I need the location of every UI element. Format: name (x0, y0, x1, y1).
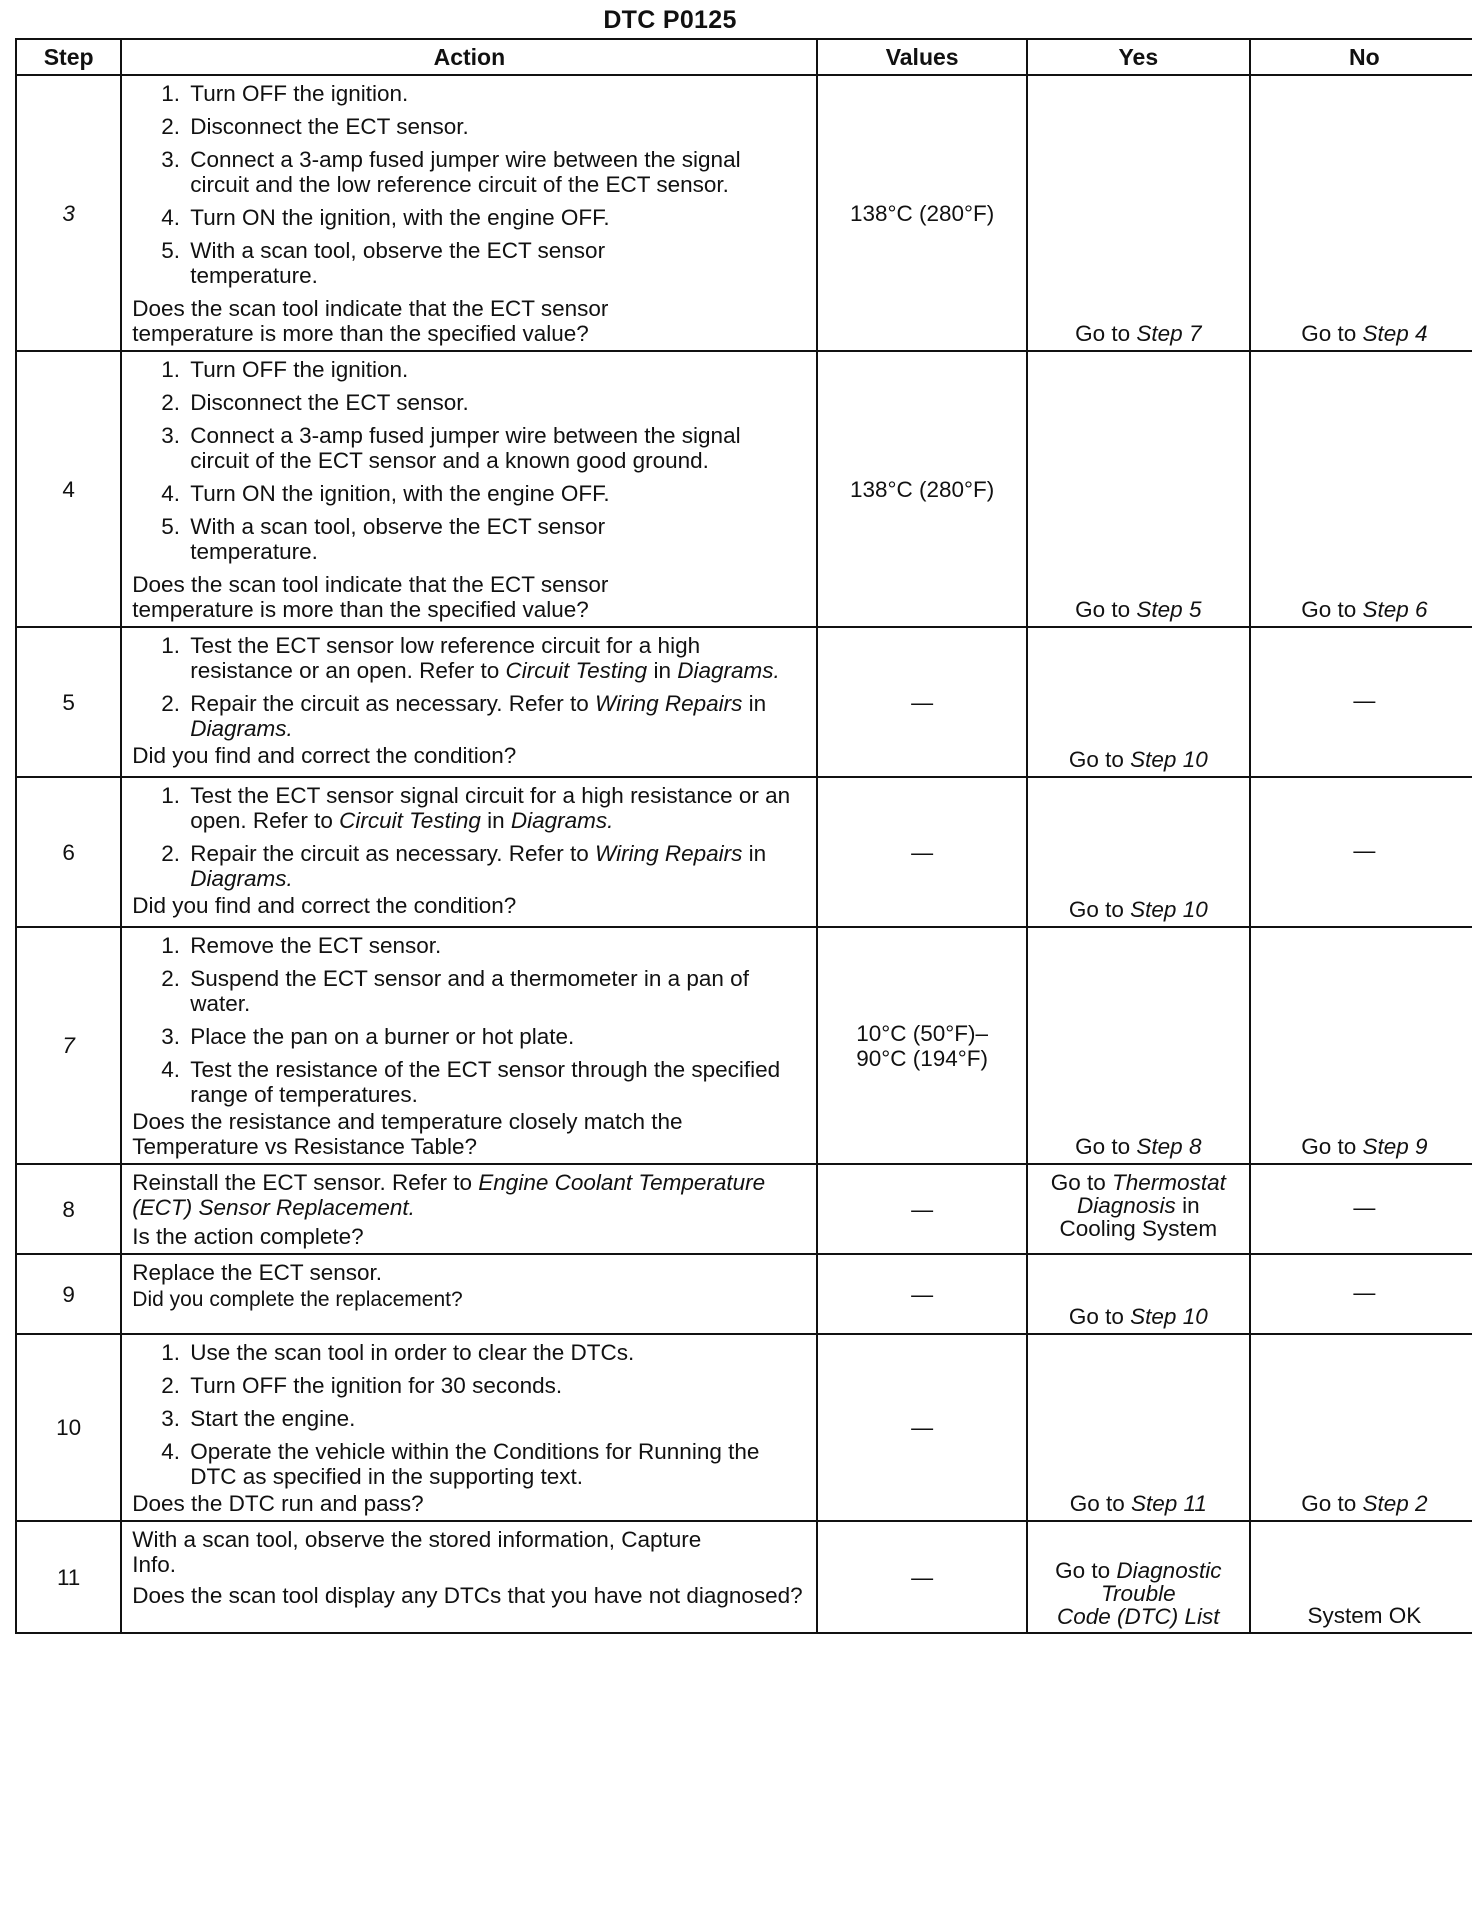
action-cell (121, 927, 817, 1164)
trouble-link[interactable]: Trouble (1100, 1581, 1176, 1606)
table-row-step-5 (16, 627, 1472, 777)
action-text-plain: Reinstall the ECT sensor. Refer to (132, 1170, 479, 1195)
yes-cell (1027, 75, 1250, 351)
action-cell (121, 627, 817, 777)
value-cell (817, 1164, 1026, 1254)
yes-cell (1027, 627, 1250, 777)
yes-system-text: Cooling System (1059, 1216, 1218, 1241)
diagnosis-link[interactable]: Diagnosis (1077, 1193, 1176, 1218)
yes-prefix: Go to (1075, 597, 1137, 622)
no-cell (1250, 75, 1472, 351)
action-text: Test the ECT sensor low reference circuit for a high resistance or an open. Refer to (190, 633, 701, 683)
action-question: Did you find and correct the condition? (132, 893, 517, 918)
action-cell (121, 777, 817, 927)
yes-step-link[interactable]: Step 11 (1130, 1491, 1207, 1516)
step-number: 6 (16, 777, 121, 927)
action-text: in (647, 658, 678, 683)
yes-cell (1027, 1334, 1250, 1521)
header-step: Step (16, 39, 121, 75)
yes-cell (1027, 777, 1250, 927)
action-item: 4. Test the resistance of the ECT sensor through the specified range of temperatures. (186, 1057, 808, 1107)
yes-cell (1027, 927, 1250, 1164)
no-cell (1250, 927, 1472, 1164)
action-item: 5. With a scan tool, observe the ECT sensor temperature. (186, 514, 808, 564)
step-number: 10 (16, 1334, 121, 1521)
action-item: 3. Place the pan on a burner or hot plate. (186, 1024, 808, 1049)
circuit-testing-link[interactable]: Circuit Testing (339, 808, 481, 833)
yes-prefix: Go to (1069, 1491, 1131, 1516)
yes-suffix: in (1175, 1193, 1200, 1218)
action-item: 3. Connect a 3-amp fused jumper wire between the signal circuit of the ECT sensor and a known good ground. (186, 423, 808, 473)
step-number: 7 (16, 927, 121, 1164)
value-range-end: 90°C (194°F) (856, 1045, 989, 1071)
action-question: Does the scan tool display any DTCs that you have not diagnosed? (132, 1583, 803, 1608)
action-item: 4. Turn ON the ignition, with the engine OFF. (186, 481, 808, 506)
value-cell: 138°C (280°F) (817, 75, 1026, 351)
action-cell (121, 351, 817, 627)
step-number: 4 (16, 351, 121, 627)
yes-cell (1027, 1254, 1250, 1334)
yes-step-link[interactable]: Step 10 (1130, 1304, 1208, 1329)
wiring-repairs-link[interactable]: Wiring Repairs (595, 841, 743, 866)
table-row-step-11 (16, 1521, 1472, 1633)
action-item: 5. With a scan tool, observe the ECT sensor temperature. (186, 238, 808, 288)
no-dash: — (1353, 1194, 1376, 1220)
action-item: 2. Disconnect the ECT sensor. (186, 390, 808, 415)
no-cell: System OK (1250, 1521, 1472, 1633)
action-item (186, 633, 808, 683)
action-item: 4. Turn ON the ignition, with the engine OFF. (186, 205, 808, 230)
action-text: Replace the ECT sensor. (132, 1260, 383, 1285)
action-item (186, 841, 808, 891)
action-cell (121, 1521, 817, 1633)
table-row-step-4 (16, 351, 1472, 627)
no-prefix: Go to (1301, 321, 1363, 346)
yes-step-link[interactable]: Step 5 (1136, 597, 1202, 622)
value-range-start: 10°C (50°F)– (856, 1020, 989, 1046)
header-yes: Yes (1027, 39, 1250, 75)
no-dash: — (1353, 1279, 1376, 1305)
value-cell (817, 1334, 1026, 1521)
yes-prefix: Go to (1055, 1558, 1117, 1583)
action-question: Does the scan tool indicate that the ECT sensor temperature is more than the specified value? (132, 572, 609, 622)
no-prefix: Go to (1301, 1134, 1363, 1159)
table-row-step-9 (16, 1254, 1472, 1334)
yes-prefix: Go to (1068, 747, 1131, 772)
value-dash: — (911, 1196, 934, 1222)
step-number: 5 (16, 627, 121, 777)
yes-step-link[interactable]: Step 10 (1130, 897, 1208, 922)
no-step-link[interactable]: Step 9 (1362, 1134, 1428, 1159)
yes-prefix: Go to (1068, 1304, 1131, 1329)
step-number: 11 (16, 1521, 121, 1633)
header-no: No (1250, 39, 1472, 75)
no-step-link[interactable]: Step 6 (1362, 597, 1428, 622)
value-cell: 138°C (280°F) (817, 351, 1026, 627)
diagrams-link[interactable]: Diagrams. (190, 866, 293, 891)
wiring-repairs-link[interactable]: Wiring Repairs (595, 691, 743, 716)
action-text: Test the ECT sensor signal circuit for a high resistance or an open. Refer to (190, 783, 791, 833)
value-cell (817, 777, 1026, 927)
action-text: Repair the circuit as necessary. Refer to (190, 841, 596, 866)
header-values: Values (817, 39, 1026, 75)
table-row-step-8 (16, 1164, 1472, 1254)
no-cell (1250, 1254, 1472, 1334)
action-cell (121, 75, 817, 351)
no-step-link[interactable]: Step 4 (1362, 321, 1428, 346)
no-dash: — (1353, 687, 1376, 713)
action-item: 2. Suspend the ECT sensor and a thermometer in a pan of water. (186, 966, 808, 1016)
no-dash: — (1353, 837, 1376, 863)
yes-cell (1027, 1521, 1250, 1633)
action-item: 1. Turn OFF the ignition. (186, 357, 808, 382)
table-row-step-3 (16, 75, 1472, 351)
action-question: Does the DTC run and pass? (132, 1491, 424, 1516)
no-cell (1250, 777, 1472, 927)
action-item: 1. Use the scan tool in order to clear the DTCs. (186, 1340, 808, 1365)
yes-cell (1027, 1164, 1250, 1254)
yes-prefix: Go to (1068, 897, 1131, 922)
dtc-table-wrapper (15, 38, 1472, 1634)
action-cell (121, 1164, 817, 1254)
value-cell (817, 927, 1026, 1164)
action-item (186, 691, 808, 741)
header-row (16, 39, 1472, 75)
diagnostic-link[interactable]: Diagnostic (1116, 1558, 1222, 1583)
action-item: 2. Disconnect the ECT sensor. (186, 114, 808, 139)
yes-prefix: Go to (1050, 1170, 1113, 1195)
no-cell (1250, 1334, 1472, 1521)
diagrams-link[interactable]: Diagrams. (677, 658, 780, 683)
step-number: 9 (16, 1254, 121, 1334)
no-prefix: Go to (1301, 597, 1363, 622)
action-question: Does the resistance and temperature closely match the Temperature vs Resistance Table? (132, 1109, 683, 1159)
value-dash: — (911, 1281, 934, 1307)
yes-prefix: Go to (1075, 1134, 1137, 1159)
value-cell (817, 627, 1026, 777)
diagrams-link[interactable]: Diagrams. (510, 808, 614, 833)
action-text: in (742, 841, 767, 866)
yes-step-link[interactable]: Step 8 (1136, 1134, 1202, 1159)
yes-cell (1027, 351, 1250, 627)
dtc-list-link[interactable]: Code (DTC) List (1057, 1604, 1220, 1629)
no-step-link[interactable]: Step 2 (1362, 1491, 1428, 1516)
action-text: Repair the circuit as necessary. Refer to (190, 691, 596, 716)
action-text: in (480, 808, 511, 833)
table-row-step-6 (16, 777, 1472, 927)
value-dash: — (911, 689, 934, 715)
table-row-step-7 (16, 927, 1472, 1164)
thermostat-link[interactable]: Thermostat (1112, 1170, 1226, 1195)
value-cell (817, 1254, 1026, 1334)
page-title: DTC P0125 (603, 6, 737, 34)
dtc-table (15, 38, 1472, 1634)
action-item: 1. Remove the ECT sensor. (186, 933, 808, 958)
no-cell (1250, 351, 1472, 627)
diagrams-link[interactable]: Diagrams. (190, 716, 293, 741)
value-cell (817, 1521, 1026, 1633)
yes-prefix: Go to (1075, 321, 1137, 346)
value-dash: — (911, 1564, 934, 1590)
action-item (186, 783, 808, 833)
table-row-step-10 (16, 1334, 1472, 1521)
header-action: Action (121, 39, 817, 75)
no-prefix: Go to (1301, 1491, 1363, 1516)
action-item: 2. Turn OFF the ignition for 30 seconds. (186, 1373, 808, 1398)
no-cell (1250, 627, 1472, 777)
step-number: 8 (16, 1164, 121, 1254)
action-item: 3. Start the engine. (186, 1406, 808, 1431)
step-number: 3 (16, 75, 121, 351)
yes-step-link[interactable]: Step 7 (1136, 321, 1202, 346)
action-question: Did you find and correct the condition? (132, 743, 517, 768)
no-cell (1250, 1164, 1472, 1254)
circuit-testing-link[interactable]: Circuit Testing (505, 658, 648, 683)
ect-replacement-link[interactable]: Engine Coolant Temperature (ECT) Sensor Replacement. (132, 1170, 766, 1220)
value-dash: — (911, 1415, 934, 1440)
action-cell (121, 1254, 817, 1334)
action-question: Is the action complete? (132, 1224, 364, 1249)
action-text: With a scan tool, observe the stored information, Capture Info. (132, 1527, 702, 1577)
yes-step-link[interactable]: Step 10 (1130, 747, 1208, 772)
action-cell (121, 1334, 817, 1521)
action-item: 1. Turn OFF the ignition. (186, 81, 808, 106)
action-text: in (742, 691, 767, 716)
action-item: 4. Operate the vehicle within the Conditions for Running the DTC as specified in the supporting text. (186, 1439, 808, 1489)
action-item: 3. Connect a 3-amp fused jumper wire between the signal circuit and the low reference circuit of the ECT sensor. (186, 147, 808, 197)
action-text (132, 1170, 808, 1220)
action-question: Did you complete the replacement? (132, 1288, 463, 1311)
value-dash: — (911, 839, 934, 865)
action-question: Does the scan tool indicate that the ECT sensor temperature is more than the specified value? (132, 296, 609, 346)
